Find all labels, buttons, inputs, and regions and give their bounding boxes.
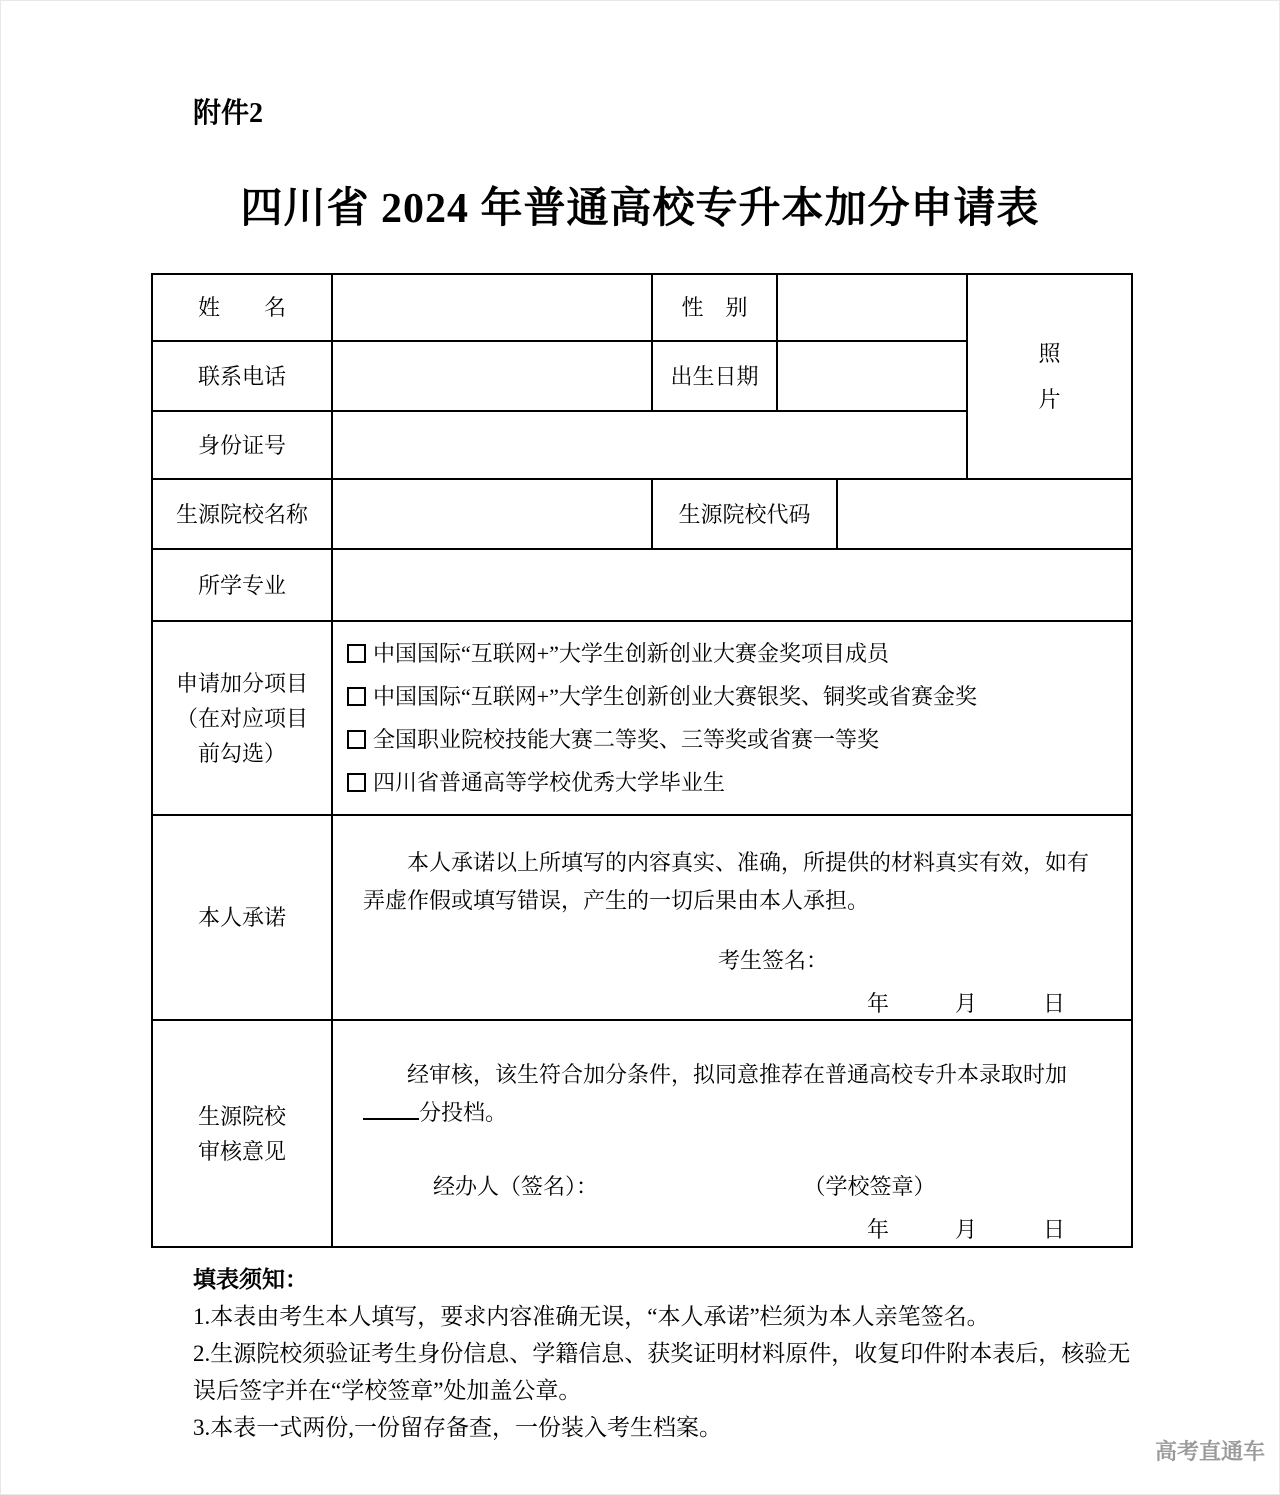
application-form-page <box>1 1 1279 1464</box>
bonus-items-cell <box>332 621 1132 815</box>
bonus-label-line: 申请加分项目 <box>175 670 308 696</box>
birth-date-label: 出生日期 <box>652 341 777 411</box>
bonus-item-row <box>347 718 1123 761</box>
commitment-text: 本人承诺以上所填写的内容真实、准确，所提供的材料真实有效，如有弄虚作假或填写错误，产生的一切后果由本人承担。 <box>363 849 1090 913</box>
checkbox-icon[interactable] <box>347 644 366 663</box>
photo-label-line: 片 <box>1038 386 1061 412</box>
bonus-label-line: 前勾选） <box>197 740 286 766</box>
table-row <box>152 549 1132 621</box>
candidate-signature-label[interactable]: 考生签名： <box>718 947 829 973</box>
review-text <box>363 1056 1093 1132</box>
bonus-label-line: （在对应项目 <box>175 705 308 731</box>
table-row <box>152 274 1132 341</box>
name-label: 姓 名 <box>152 274 332 341</box>
name-input-cell[interactable] <box>332 274 652 341</box>
gender-label: 性 别 <box>652 274 777 341</box>
school-code-input-cell[interactable] <box>837 479 1132 549</box>
note-item: 1.本表由考生本人填写，要求内容准确无误，“本人承诺”栏须为本人亲笔签名。 <box>193 1304 990 1329</box>
bonus-item-label: 四川省普通高等学校优秀大学毕业生 <box>373 770 726 795</box>
bonus-item-label: 全国职业院校技能大赛二等奖、三等奖或省赛一等奖 <box>373 727 880 752</box>
table-row <box>152 1020 1132 1247</box>
commitment-label: 本人承诺 <box>152 815 332 1020</box>
commitment-cell <box>332 815 1132 1020</box>
school-name-label: 生源院校名称 <box>152 479 332 549</box>
id-number-label: 身份证号 <box>152 411 332 479</box>
review-text-before: 经审核，该生符合加分条件，拟同意推荐在普通高校专升本录取时加 <box>407 1061 1068 1087</box>
photo-label-line: 照 <box>1038 340 1061 366</box>
bonus-item-label: 中国国际“互联网+”大学生创新创业大赛金奖项目成员 <box>373 641 889 666</box>
review-label-line: 生源院校 <box>197 1103 286 1129</box>
school-seal-label: （学校签章） <box>803 1173 936 1199</box>
gender-input-cell[interactable] <box>777 274 967 341</box>
checkbox-icon[interactable] <box>347 730 366 749</box>
phone-input-cell[interactable] <box>332 341 652 411</box>
photo-cell[interactable] <box>967 274 1132 479</box>
phone-label: 联系电话 <box>152 341 332 411</box>
table-row <box>152 479 1132 549</box>
table-row <box>152 621 1132 815</box>
bonus-item-row <box>347 761 1123 804</box>
bonus-items-label <box>152 621 332 815</box>
notes-title: 填表须知： <box>193 1267 308 1292</box>
attachment-label: 附件2 <box>193 98 264 129</box>
school-code-label: 生源院校代码 <box>652 479 837 549</box>
note-item: 2.生源院校须验证考生身份信息、学籍信息、获奖证明材料原件，收复印件附本表后，核验无误后签字并在“学校签章”处加盖公章。 <box>193 1341 1131 1403</box>
application-form-table <box>151 273 1133 1248</box>
birth-date-input-cell[interactable] <box>777 341 967 411</box>
bonus-item-row <box>347 632 1123 675</box>
score-blank-field[interactable] <box>363 1096 419 1120</box>
photo-label <box>968 331 1131 423</box>
school-name-input-cell[interactable] <box>332 479 652 549</box>
id-number-input-cell[interactable] <box>332 411 967 479</box>
review-text-after: 分投档。 <box>419 1099 508 1125</box>
bonus-item-row <box>347 675 1123 718</box>
handler-line <box>333 1170 1131 1201</box>
checkbox-icon[interactable] <box>347 773 366 792</box>
commitment-date-line: 年 月 日 <box>866 990 1065 1016</box>
bonus-item-label: 中国国际“互联网+”大学生创新创业大赛银奖、铜奖或省赛金奖 <box>373 684 977 709</box>
table-row <box>152 815 1132 1020</box>
school-review-label <box>152 1020 332 1247</box>
major-input-cell[interactable] <box>332 549 1132 621</box>
major-label: 所学专业 <box>152 549 332 621</box>
school-review-cell <box>332 1020 1132 1247</box>
page-title: 四川省 2024 年普通高校专升本加分申请表 <box>240 186 1040 232</box>
review-date-line: 年 月 日 <box>866 1216 1065 1242</box>
handler-signature-label[interactable]: 经办人（签名）： <box>433 1173 599 1199</box>
review-label-line: 审核意见 <box>197 1138 286 1164</box>
watermark: 高考直通车 <box>1154 1439 1265 1464</box>
note-item: 3.本表一式两份,一份留存备查，一份装入考生档案。 <box>193 1415 722 1440</box>
notes-section <box>193 1262 1141 1446</box>
checkbox-icon[interactable] <box>347 687 366 706</box>
